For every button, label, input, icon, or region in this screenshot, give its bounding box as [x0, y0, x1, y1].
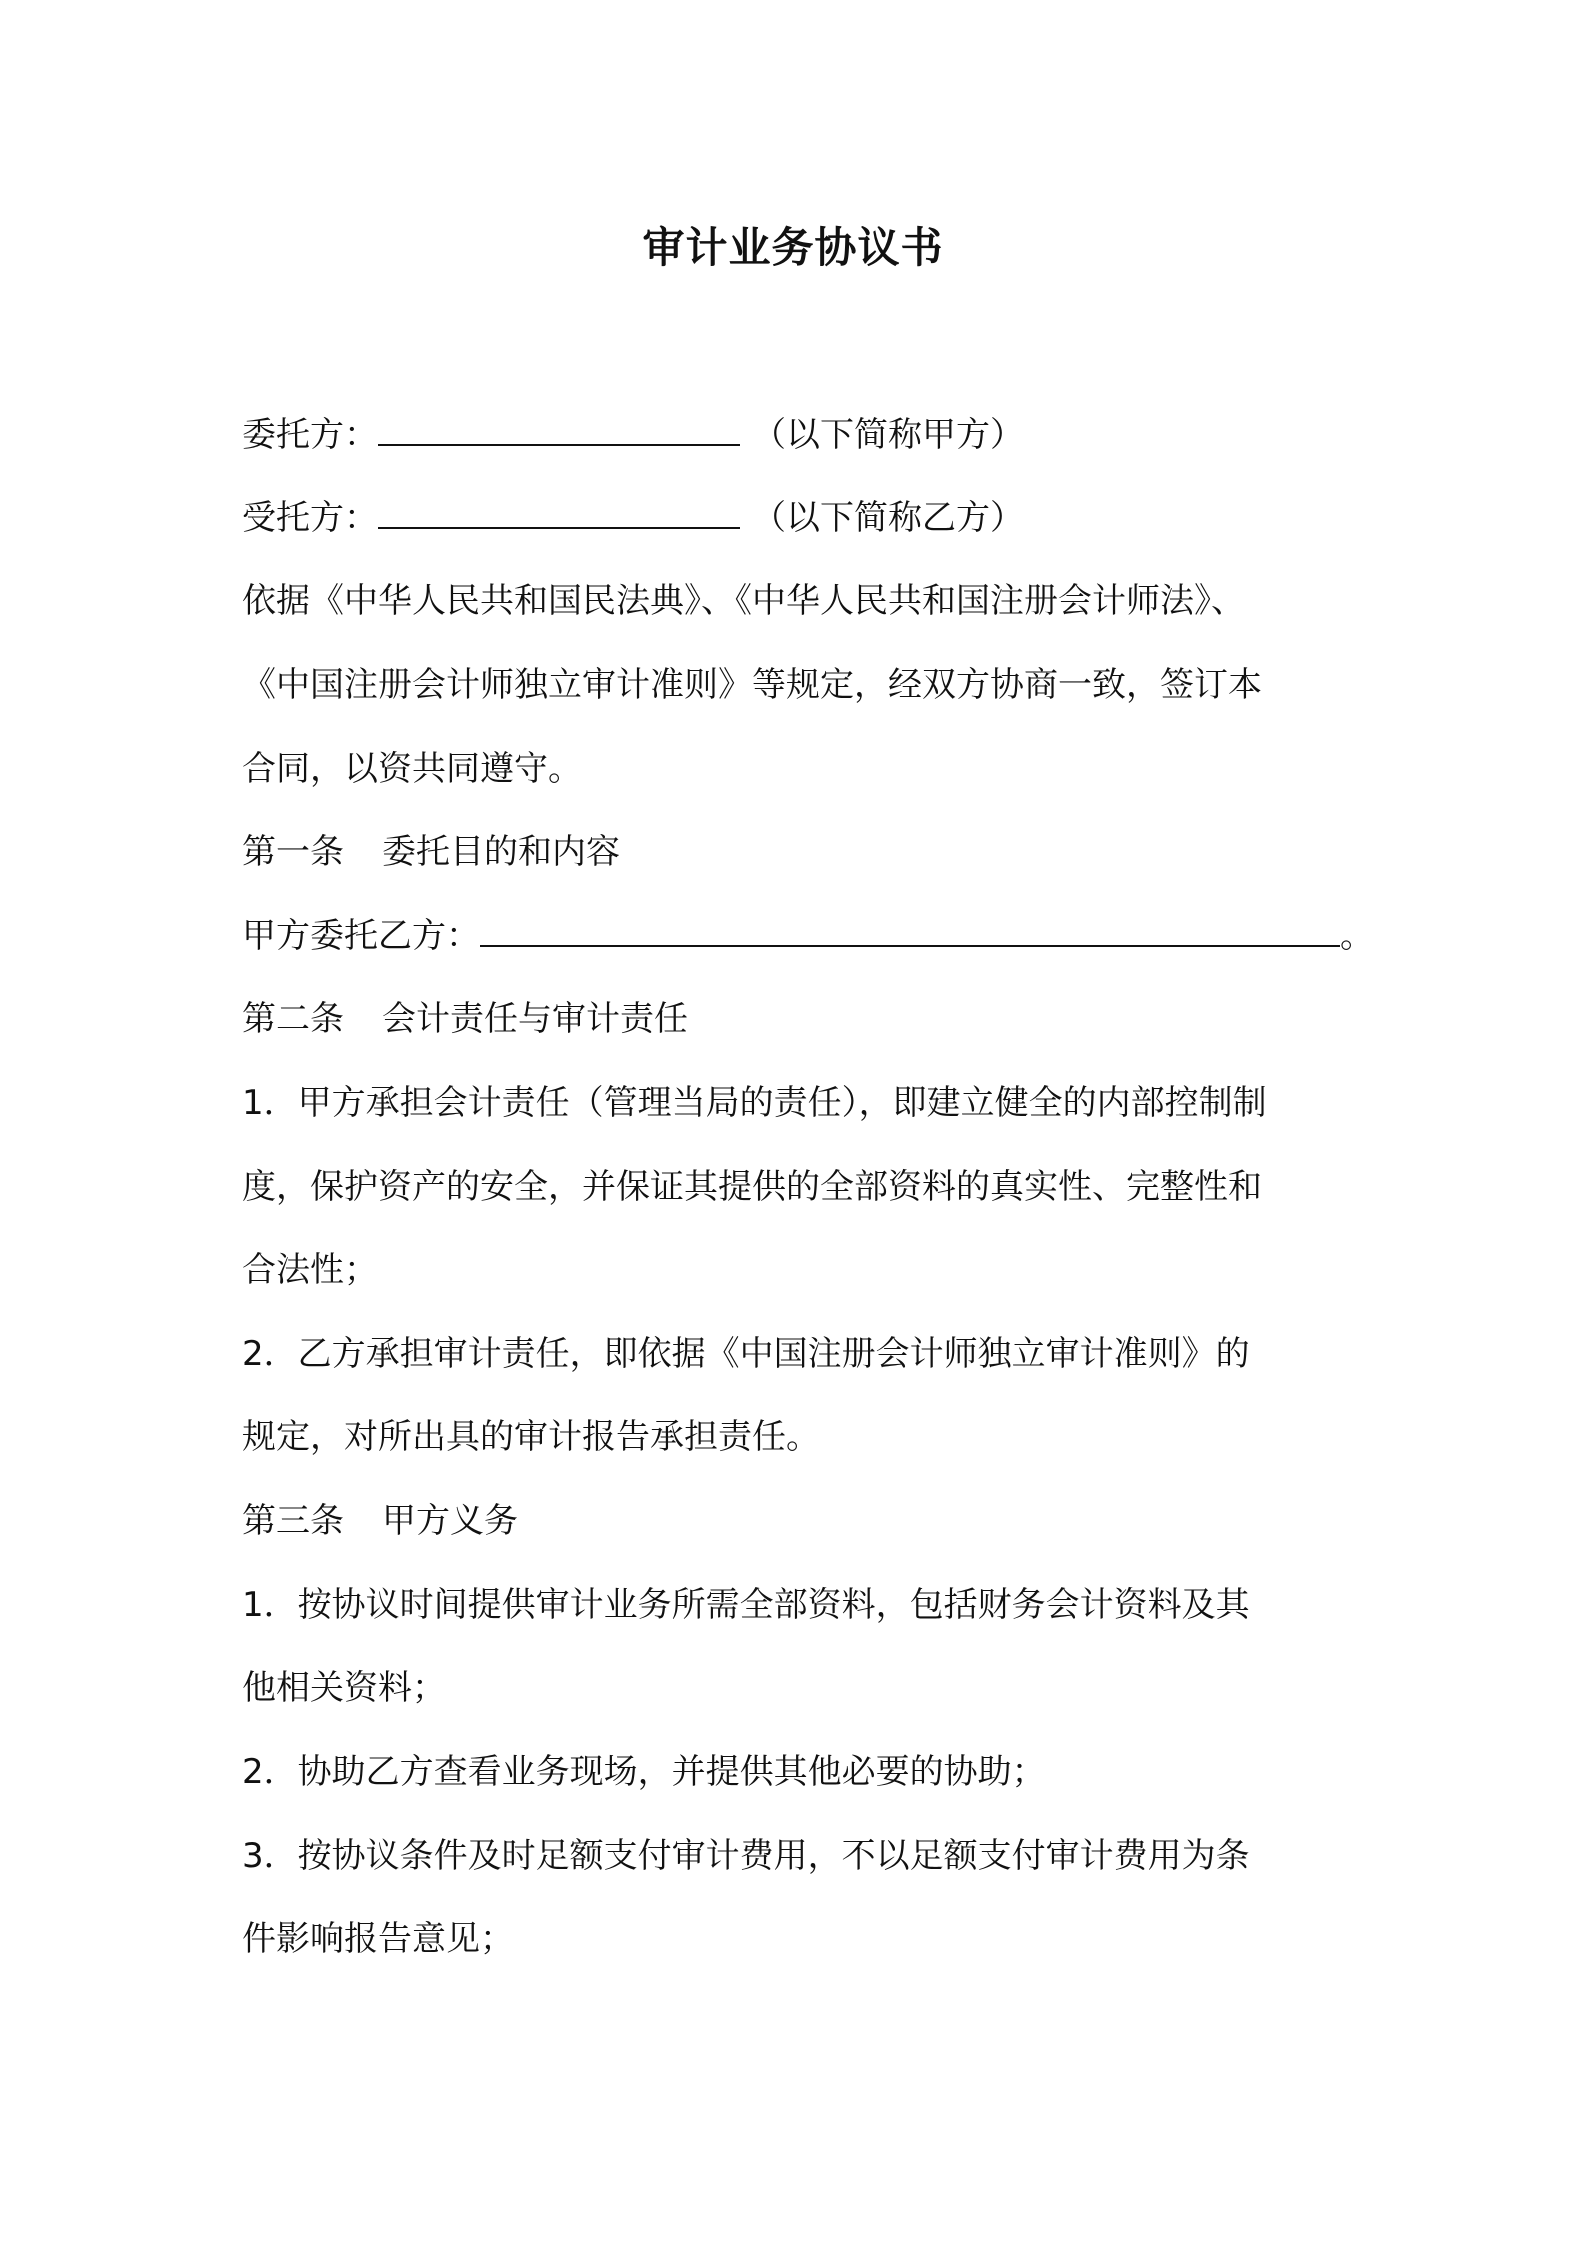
agent-label: 受托方： — [242, 498, 378, 538]
agent-line — [242, 493, 1024, 543]
agent-name-blank[interactable] — [378, 497, 740, 529]
article-title: 委托目的和内容 — [382, 832, 620, 872]
article-2-line: 合法性； — [242, 1250, 378, 1290]
article-3-line: 1．按协议时间提供审计业务所需全部资料，包括财务会计资料及其 — [242, 1585, 1250, 1625]
article-3-line: 件影响报告意见； — [242, 1919, 514, 1959]
article-3-heading — [242, 1496, 518, 1546]
entrust-label: 甲方委托乙方： — [242, 916, 480, 956]
article-3-line: 他相关资料； — [242, 1668, 446, 1708]
client-label: 委托方： — [242, 415, 378, 455]
preamble-line: 《中国注册会计师独立审计准则》等规定，经双方协商一致，签订本 — [242, 665, 1262, 705]
article-2-line: 1．甲方承担会计责任（管理当局的责任），即建立健全的内部控制制 — [242, 1083, 1267, 1123]
client-suffix: （以下简称甲方） — [752, 415, 1024, 455]
article-2-heading — [242, 994, 688, 1044]
preamble-line: 依据《中华人民共和国民法典》、《中华人民共和国注册会计师法》、 — [242, 581, 1245, 621]
preamble-line: 合同，以资共同遵守。 — [242, 749, 582, 789]
document-title: 审计业务协议书 — [642, 223, 944, 272]
client-name-blank[interactable] — [378, 414, 740, 446]
article-2-line: 规定，对所出具的审计报告承担责任。 — [242, 1417, 820, 1457]
article-number: 第一条 — [242, 832, 344, 872]
article-2-line: 2．乙方承担审计责任，即依据《中国注册会计师独立审计准则》的 — [242, 1334, 1250, 1374]
article-title: 会计责任与审计责任 — [382, 999, 688, 1039]
article-1-heading — [242, 827, 620, 877]
article-title: 甲方义务 — [382, 1501, 518, 1541]
entrust-line — [242, 911, 1374, 961]
article-3-line: 2．协助乙方查看业务现场，并提供其他必要的协助； — [242, 1752, 1046, 1792]
article-number: 第三条 — [242, 1501, 344, 1541]
entrust-end: 。 — [1340, 916, 1374, 956]
article-3-line: 3．按协议条件及时足额支付审计费用，不以足额支付审计费用为条 — [242, 1836, 1250, 1876]
client-line — [242, 410, 1024, 460]
article-2-line: 度，保护资产的安全，并保证其提供的全部资料的真实性、完整性和 — [242, 1167, 1262, 1207]
agent-suffix: （以下简称乙方） — [752, 498, 1024, 538]
entrust-content-blank[interactable] — [480, 915, 1340, 947]
article-number: 第二条 — [242, 999, 344, 1039]
